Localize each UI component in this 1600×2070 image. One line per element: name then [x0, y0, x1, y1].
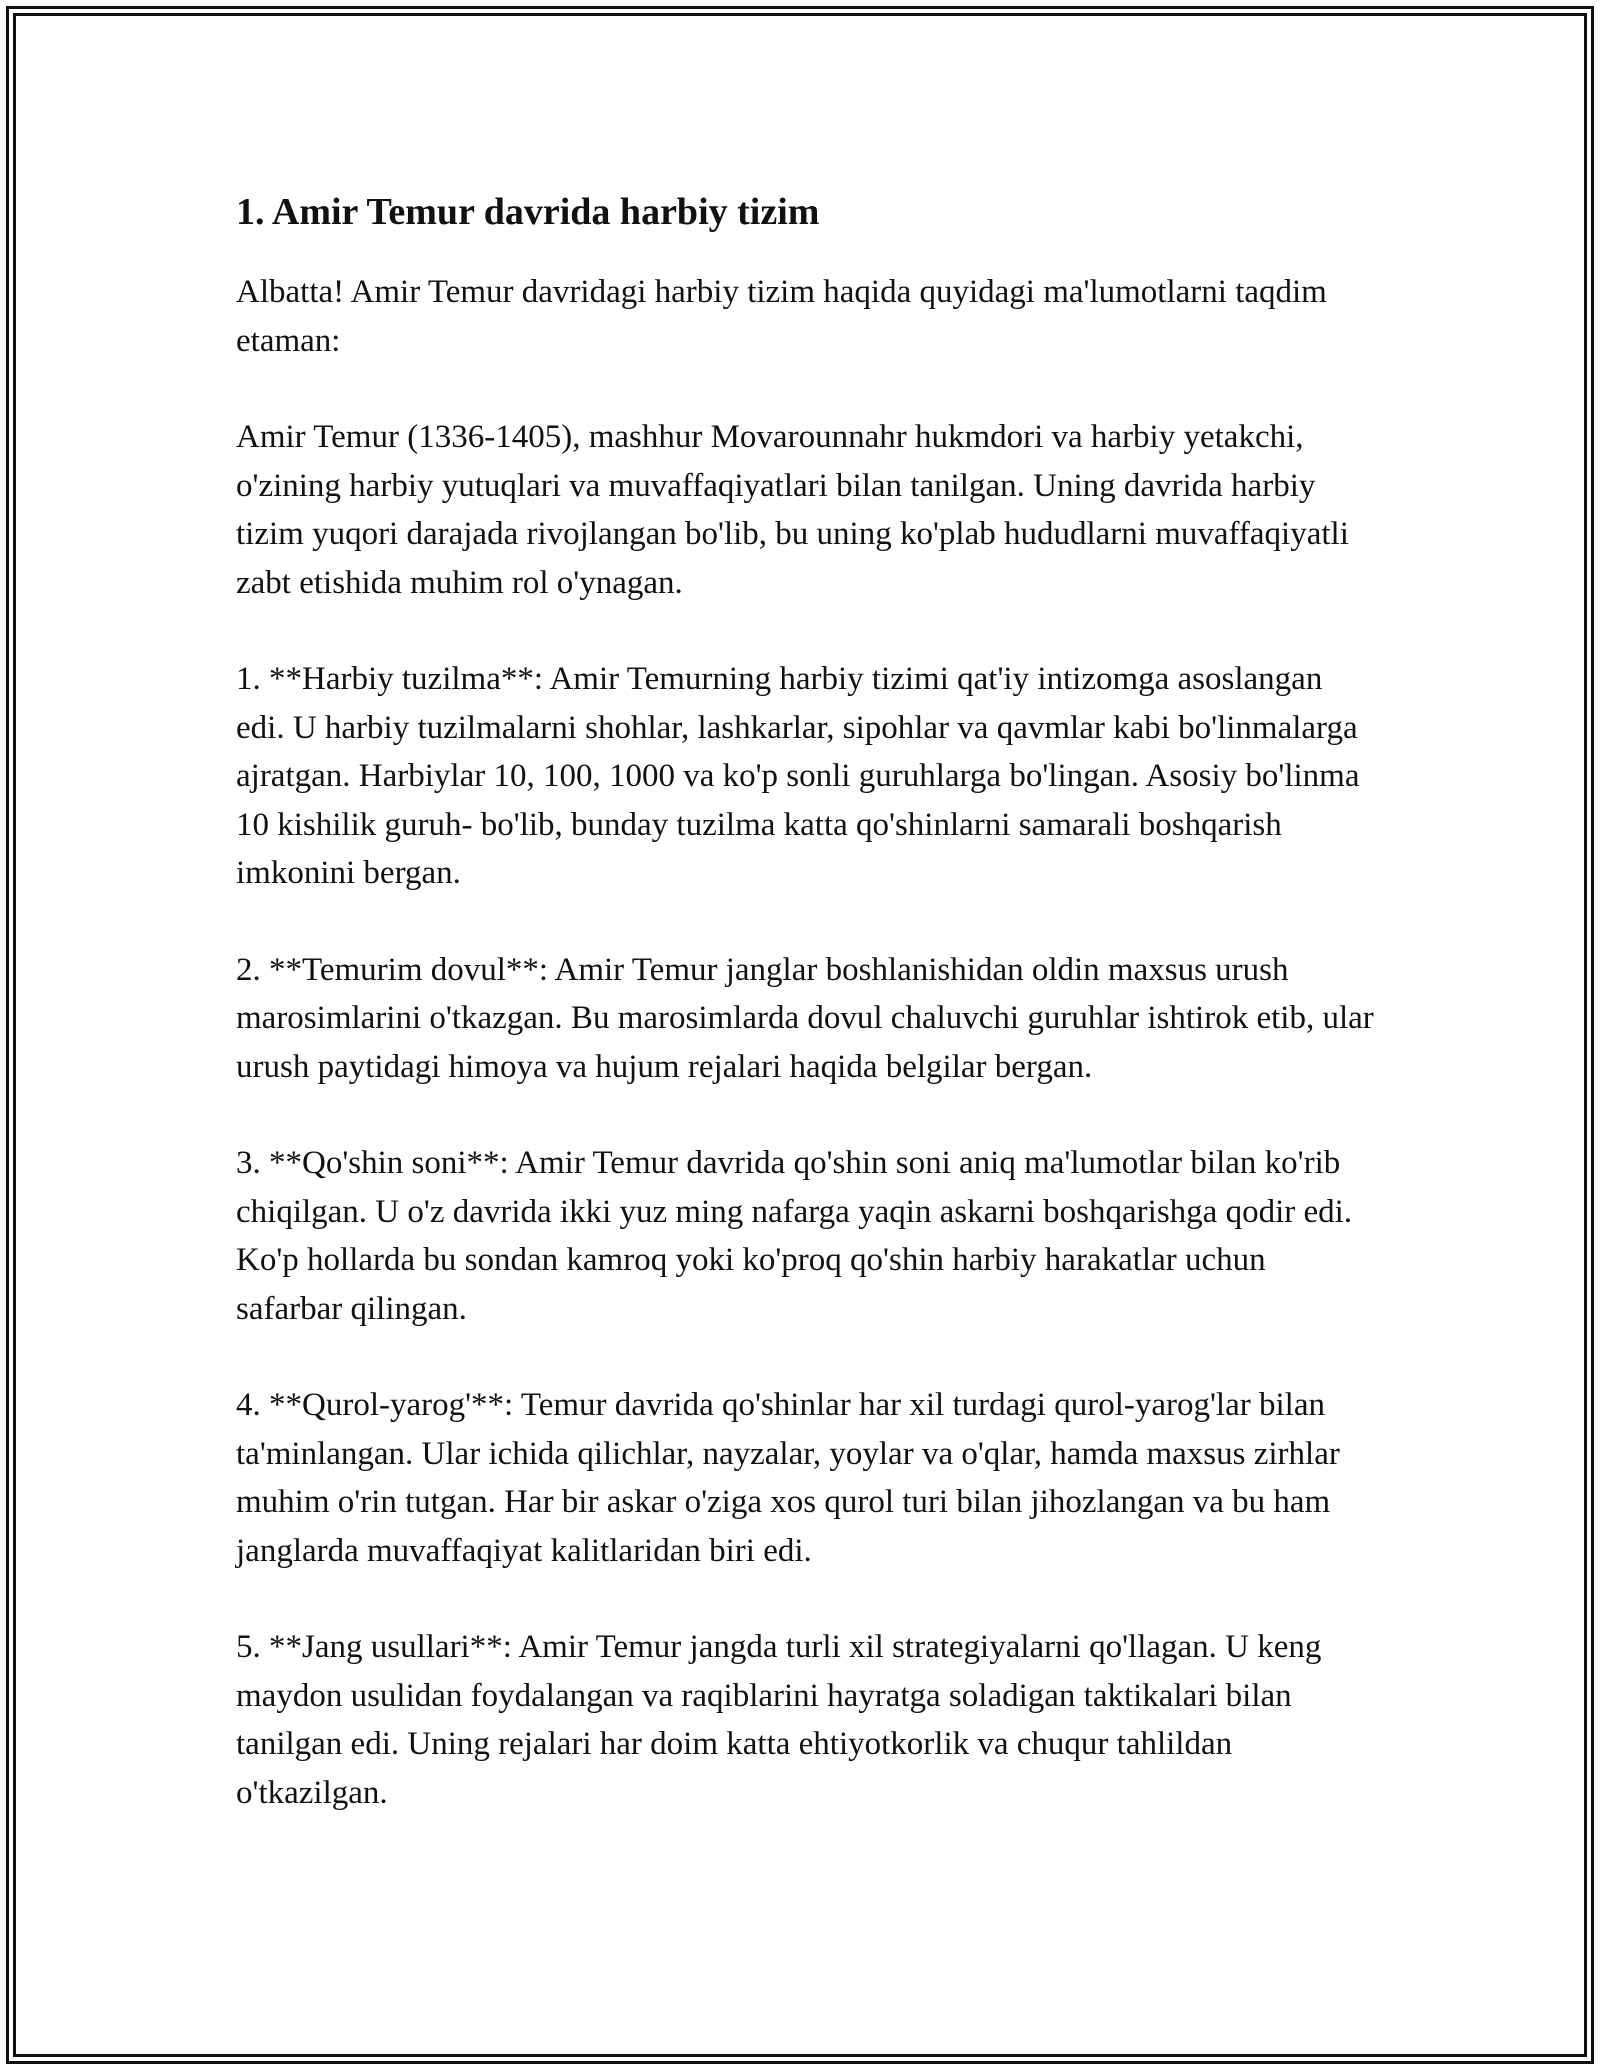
section-heading: 1. Amir Temur davrida harbiy tizim	[236, 191, 820, 233]
list-item-qurol-yarog: 4. **Qurol-yarog'**: Temur davrida qo'shinlar har xil turdagi qurol-yarog'lar bilan ta'minlangan. Ular ichida qilichlar, nayzalar, yoylar va o'qlar, hamda maxsus zirhlar muhim o'rin tutgan. Har bir askar o'ziga xos qurol turi bilan jihozlangan va bu ham janglarda muvaffaqiyat kalitlaridan biri edi.	[236, 1387, 1340, 1569]
list-item-harbiy-tuzilma: 1. **Harbiy tuzilma**: Amir Temurning harbiy tizimi qat'iy intizomga asoslangan edi. U harbiy tuzilmalarni shohlar, lashkarlar, sipohlar va qavmlar kabi bo'linmalarga ajratgan. Harbiylar 10, 100, 1000 va ko'p sonli guruhlarga bo'lingan. Asosiy bo'linma 10 kishilik guruh- bo'lib, bunday tuzilma katta qo'shinlarni samarali boshqarish imkonini bergan.	[236, 661, 1360, 891]
list-item-qoshin-soni: 3. **Qo'shin soni**: Amir Temur davrida qo'shin soni aniq ma'lumotlar bilan ko'rib chiqilgan. U o'z davrida ikki yuz ming nafarga yaqin askarni boshqarishga qodir edi. Ko'p hollarda bu sondan kamroq yoki ko'proq qo'shin harbiy harakatlar uchun safarbar qilingan.	[236, 1145, 1353, 1327]
list-item-temurim-dovul: 2. **Temurim dovul**: Amir Temur janglar boshlanishidan oldin maxsus urush marosimlarini o'tkazgan. Bu marosimlarda dovul chaluvchi guruhlar ishtirok etib, ular urush paytidagi himoya va hujum rejalari haqida belgilar bergan.	[236, 951, 1374, 1085]
overview-paragraph: Amir Temur (1336-1405), mashhur Movarounnahr hukmdori va harbiy yetakchi, o'zining harbiy yutuqlari va muvaffaqiyatlari bilan tanilgan. Uning davrida harbiy tizim yuqori darajada rivojlangan bo'lib, bu uning ko'plab hududlarni muvaffaqiyatli zabt etishida muhim rol o'ynagan.	[236, 419, 1349, 601]
intro-paragraph: Albatta! Amir Temur davridagi harbiy tizim haqida quyidagi ma'lumotlarni taqdim etaman:	[236, 274, 1327, 359]
list-item-jang-usullari: 5. **Jang usullari**: Amir Temur jangda turli xil strategiyalarni qo'llagan. U keng maydon usulidan foydalangan va raqiblarini hayratga soladigan taktikalari bilan tanilgan edi. Uning rejalari har doim katta ehtiyotkorlik va chuqur tahlildan o'tkazilgan.	[236, 1629, 1322, 1811]
document-body	[236, 186, 1376, 1865]
